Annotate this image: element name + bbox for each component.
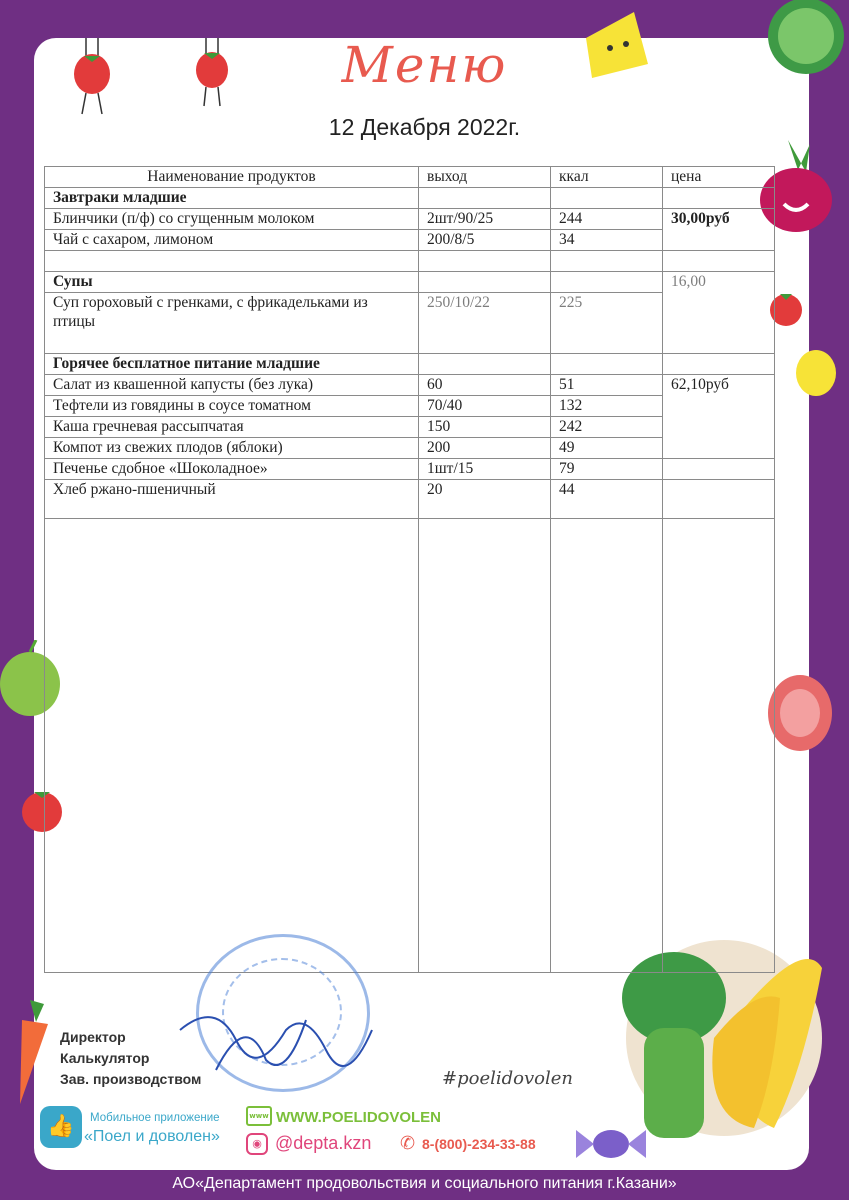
menu-table [44,166,775,973]
section-title: Супы [45,272,419,293]
dish-name: Хлеб ржано-пшеничный [45,480,419,519]
dish-output: 150 [419,417,551,438]
section-price: 16,00 [663,272,775,354]
dish-name: Печенье сдобное «Шоколадное» [45,459,419,480]
empty-row [45,519,775,973]
column-header: цена [663,167,775,188]
dish-name: Чай с сахаром, лимоном [45,230,419,251]
signature-block [60,1027,201,1090]
signer-calculator: Калькулятор [60,1050,150,1066]
column-header: Наименование продуктов [45,167,419,188]
spacer-row [45,251,775,272]
section-title: Завтраки младшие [45,188,419,209]
dish-name: Салат из квашенной капусты (без лука) [45,375,419,396]
dish-kcal: 44 [551,480,663,519]
dish-output: 200 [419,438,551,459]
section-row-breakfast [45,188,775,209]
signature-scribble [176,990,376,1090]
column-header: выход [419,167,551,188]
dish-kcal: 79 [551,459,663,480]
website-link[interactable]: WWW.POELIDOVOLEN [276,1109,441,1126]
hashtag-text: #poelidovolen [442,1068,573,1089]
dish-kcal: 242 [551,417,663,438]
candy-icon [574,1118,648,1170]
instagram-link[interactable]: @depta.kzn [275,1133,372,1153]
app-label: Мобильное приложение [90,1112,220,1124]
dish-output: 2шт/90/25 [419,209,551,230]
section-row-hot [45,354,775,375]
lemon-mascot-icon [794,348,838,398]
dish-output: 250/10/22 [419,293,551,354]
dish-kcal: 132 [551,396,663,417]
dish-output: 1шт/15 [419,459,551,480]
dish-kcal: 49 [551,438,663,459]
dish-kcal: 51 [551,375,663,396]
table-row [45,209,775,230]
dish-kcal: 244 [551,209,663,230]
dish-name: Компот из свежих плодов (яблоки) [45,438,419,459]
dish-output: 200/8/5 [419,230,551,251]
menu-date: 12 Декабря 2022г. [328,114,521,140]
signer-director: Директор [60,1029,126,1045]
dish-kcal: 225 [551,293,663,354]
section-title: Горячее бесплатное питание младшие [45,354,419,375]
section-price: 30,00руб [663,209,775,251]
dish-output: 60 [419,375,551,396]
dish-name: Суп гороховый с гренками, с фрикадельками из птицы [45,293,419,354]
app-thumbs-up-icon: 👍 [40,1106,82,1148]
column-header: ккал [551,167,663,188]
page-title: Меню [341,36,508,94]
table-row [45,459,775,480]
dish-name: Каша гречневая рассыпчатая [45,417,419,438]
table-row [45,480,775,519]
section-row-soups [45,272,775,293]
dish-output: 20 [419,480,551,519]
table-header-row [45,167,775,188]
instagram-icon: ◉ [246,1133,268,1155]
footer-organization: АО«Департамент продовольствия и социального питания г.Казани» [172,1175,677,1192]
dish-kcal: 34 [551,230,663,251]
section-price: 62,10руб [663,375,775,459]
phone-icon: ✆ [400,1133,416,1154]
app-name[interactable]: «Поел и доволен» [84,1128,220,1145]
dish-output: 70/40 [419,396,551,417]
signer-production-head: Зав. производством [60,1071,202,1087]
table-row [45,375,775,396]
dish-name: Тефтели из говядины в соусе томатном [45,396,419,417]
website-icon: www [246,1106,272,1126]
dish-name: Блинчики (п/ф) со сгущенным молоком [45,209,419,230]
phone-number[interactable]: 8-(800)-234-33-88 [422,1136,536,1152]
carrot-mascot-icon [0,1000,60,1110]
